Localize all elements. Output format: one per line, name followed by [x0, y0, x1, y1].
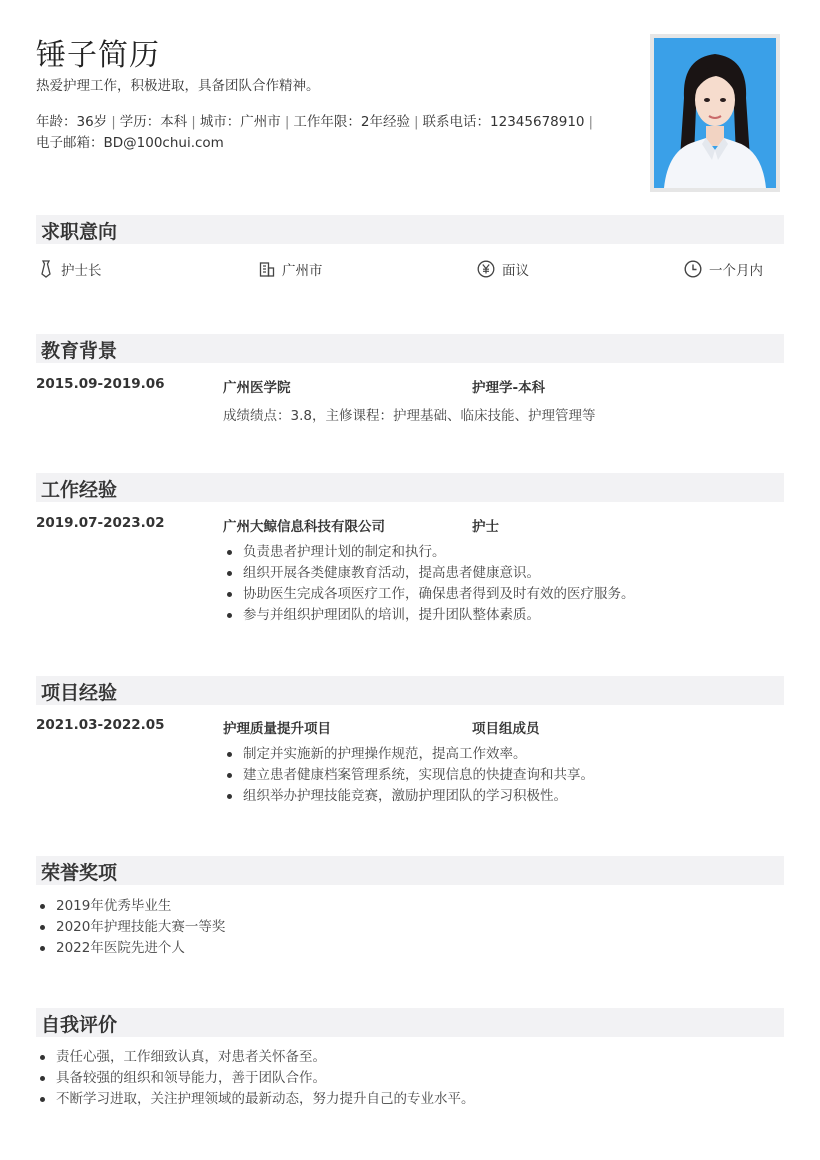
list-item: 参与并组织护理团队的培训，提升团队整体素质。	[223, 605, 635, 626]
project-role: 项目组成员	[472, 721, 540, 737]
list-item: 2019年优秀毕业生	[36, 896, 225, 917]
section-header-work	[36, 473, 784, 502]
intent-availability-text: 一个月内	[709, 263, 763, 279]
intent-salary-text: 面议	[502, 263, 529, 279]
education-detail: 成绩绩点：3.8，主修课程：护理基础、临床技能、护理管理等	[223, 408, 596, 424]
honors-list	[36, 896, 225, 959]
project-name: 护理质量提升项目	[223, 721, 331, 737]
clock-icon	[684, 260, 702, 278]
intent-city	[259, 259, 323, 279]
section-header-project	[36, 676, 784, 705]
education-school: 广州医学院	[223, 380, 291, 396]
resume-slogan: 热爱护理工作，积极进取，具备团队合作精神。	[36, 78, 320, 94]
section-header-education	[36, 334, 784, 363]
section-header-intent	[36, 215, 784, 244]
info-separator: |	[284, 114, 290, 130]
intent-salary	[477, 259, 529, 279]
info-experience-years: 工作年限：2年经验	[293, 114, 410, 130]
work-role: 护士	[472, 519, 499, 535]
profile-photo	[650, 34, 780, 192]
intent-city-text: 广州市	[282, 263, 323, 279]
work-company: 广州大鲸信息科技有限公司	[223, 519, 385, 535]
intent-availability	[684, 259, 763, 279]
section-title-education: 教育背景	[41, 340, 118, 362]
building-icon	[259, 261, 275, 277]
list-item: 责任心强，工作细致认真，对患者关怀备至。	[36, 1047, 475, 1068]
education-major: 护理学-本科	[472, 380, 546, 396]
info-separator: |	[111, 114, 116, 130]
project-duties-list	[223, 744, 594, 807]
list-item: 制定并实施新的护理操作规范，提高工作效率。	[223, 744, 594, 765]
personal-info	[36, 112, 616, 154]
list-item: 负责患者护理计划的制定和执行。	[223, 542, 635, 563]
list-item: 具备较强的组织和领导能力，善于团队合作。	[36, 1068, 475, 1089]
project-period: 2021.03-2022.05	[36, 717, 165, 733]
info-line-1	[36, 112, 616, 133]
work-period: 2019.07-2023.02	[36, 515, 165, 531]
work-duties-list	[223, 542, 635, 626]
resume-name: 锤子简历	[36, 38, 160, 73]
info-line-2	[36, 133, 616, 154]
list-item: 建立患者健康档案管理系统，实现信息的快捷查询和共享。	[223, 765, 594, 786]
list-item: 2020年护理技能大赛一等奖	[36, 917, 225, 938]
intent-position-text: 护士长	[61, 263, 102, 279]
info-separator: |	[413, 114, 419, 130]
list-item: 2022年医院先进个人	[36, 938, 225, 959]
info-age: 年龄：36岁	[36, 114, 108, 130]
intent-position	[38, 259, 102, 279]
info-separator: |	[191, 114, 196, 130]
info-email: 电子邮箱：BD@100chui.com	[36, 135, 224, 151]
list-item: 协助医生完成各项医疗工作，确保患者得到及时有效的医疗服务。	[223, 584, 635, 605]
yen-icon	[477, 260, 495, 278]
section-title-work: 工作经验	[41, 479, 118, 501]
section-title-honors: 荣誉奖项	[41, 862, 118, 884]
section-title-self: 自我评价	[41, 1014, 118, 1036]
self-eval-list	[36, 1047, 475, 1110]
section-title-intent: 求职意向	[41, 221, 118, 243]
info-phone: 联系电话：12345678910	[422, 114, 585, 130]
info-city: 城市：广州市	[199, 114, 281, 130]
info-education: 学历：本科	[119, 114, 188, 130]
list-item: 组织开展各类健康教育活动，提高患者健康意识。	[223, 563, 635, 584]
list-item: 组织举办护理技能竞赛，激励护理团队的学习积极性。	[223, 786, 594, 807]
info-separator: |	[588, 114, 594, 130]
avatar-illustration	[654, 38, 776, 188]
list-item: 不断学习进取，关注护理领域的最新动态，努力提升自己的专业水平。	[36, 1089, 475, 1110]
section-title-project: 项目经验	[41, 682, 118, 704]
education-period: 2015.09-2019.06	[36, 376, 165, 392]
section-header-self	[36, 1008, 784, 1037]
section-header-honors	[36, 856, 784, 885]
tie-icon	[38, 260, 54, 278]
